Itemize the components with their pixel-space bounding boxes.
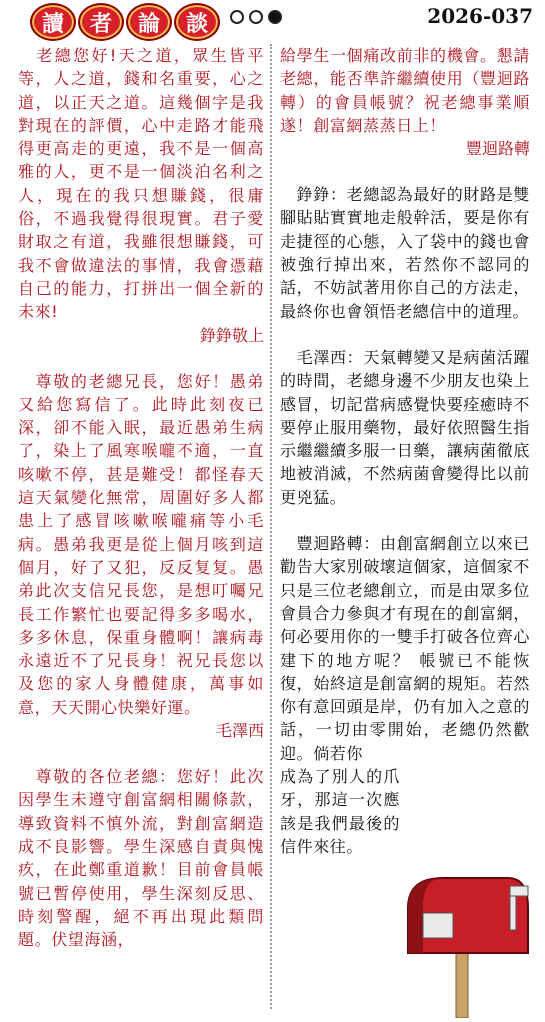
title-char-badge: 讀 (30, 3, 76, 41)
title-char-badge: 論 (126, 3, 172, 41)
title-char-badge: 談 (174, 3, 220, 41)
letter-paragraph: 尊敬的老總兄長，您好！愚弟又給您寫信了。此時此刻夜已深，卻不能入眠，最近愚弟生病了，染上了風寒喉嚨不適，一直咳嗽不停，甚是難受！都怪春天這天氣變化無常，周圍好多人都患上了感冒咳嗽喉嚨痛等小毛病。愚弟我更是從上個月咳到這個月，好了又犯，反反复复。愚弟此次支信兄長您，是想叮囑兄長工作繁忙也要記得多多喝水，多多休息，保重身體啊！讓病毒永遠近不了兄長身！祝兄長您以及您的家人身體健康，萬事如意，天天開心快樂好運。 (18, 371, 264, 717)
reply-paragraph: 豐迴路轉：由創富網創立以來已勸告大家別破壞這個家，這個家不只是三位老總創立，而是由眾多位會員合力參與才有現在的創富網，何必要用你的一雙手打破各位齊心建下的地方呢？ 帳號已不能恢復，始終這是創富網的規矩。若然你有意回頭是岸，仍有加入之意的話，一切由零開始，老總仍然歡迎。倘若你 (280, 534, 530, 763)
reply-paragraph: 成為了別人的爪牙，那這一次應該是我們最後的信件來往。 (280, 767, 400, 856)
letter-signature: 豐迴路轉 (465, 139, 530, 159)
reply-paragraph: 毛澤西：天氣轉變又是病菌活躍的時間，老總身邊不少朋友也染上感冒，切記當病感覺快要痊癒時不要停止服用藥物，最好依照醫生指示繼繼續多服一日藥，讓病菌徹底地被消滅，不然病菌會變得比以前更兇猛。 (280, 347, 530, 507)
column-divider (270, 44, 272, 1009)
title-char-badge: 者 (78, 3, 124, 41)
letter-paragraph: 老總您好!天之道，眾生皆平等，人之道，錢和名重要，心之道，以正天之道。這幾個字是我對現在的評價，心中走路才能飛得更高走的更遠，我不是一個高雅的人，更不是一個淡泊名利之人，現在的我只想賺錢，很庸俗，不過我覺得很現實。君子愛財取之有道，我雖很想賺錢，可我不會做違法的事情，我會憑藉自己的能力，打拼出一個全新的未來! (18, 46, 264, 322)
letter-signature: 錚錚敬上 (199, 325, 264, 345)
letter-paragraph: 給學生一個痛改前非的機會。懇請老總，能否準許繼續使用（豐迴路轉）的會員帳號？祝老總事業順遂！創富網蒸蒸日上！ (280, 46, 530, 135)
letter-signature: 毛澤西 (215, 721, 264, 741)
left-column (18, 44, 264, 951)
issue-number: 2026-037 (427, 4, 533, 28)
hollow-dot-icon (230, 10, 244, 24)
hollow-dot-icon (249, 10, 263, 24)
column-title (30, 3, 220, 41)
mailbox-icon (398, 868, 538, 1018)
dot-ornament (230, 10, 282, 24)
page-header (0, 0, 545, 40)
reply-paragraph: 錚錚：老總認為最好的財路是雙腳貼貼實實地走般幹活，要是你有走捷徑的心態，入了袋中的錢也會被強行掉出來，若然你不認同的話，不妨試著用你自己的方法走，最終你也會領悟老總信中的道理。 (280, 185, 530, 321)
letter-paragraph: 尊敬的各位老總：您好！此次因學生未遵守創富網相關條款，導致資料不慎外流，對創富網造成不良影響。學生深感自責與愧疚，在此鄭重道歉！目前會員帳號已暫停使用，學生深刻反思、時刻警醒，絕不再出現此類問題。伏望海涵， (18, 767, 264, 950)
filled-dot-icon (268, 10, 282, 24)
right-column (280, 44, 530, 858)
